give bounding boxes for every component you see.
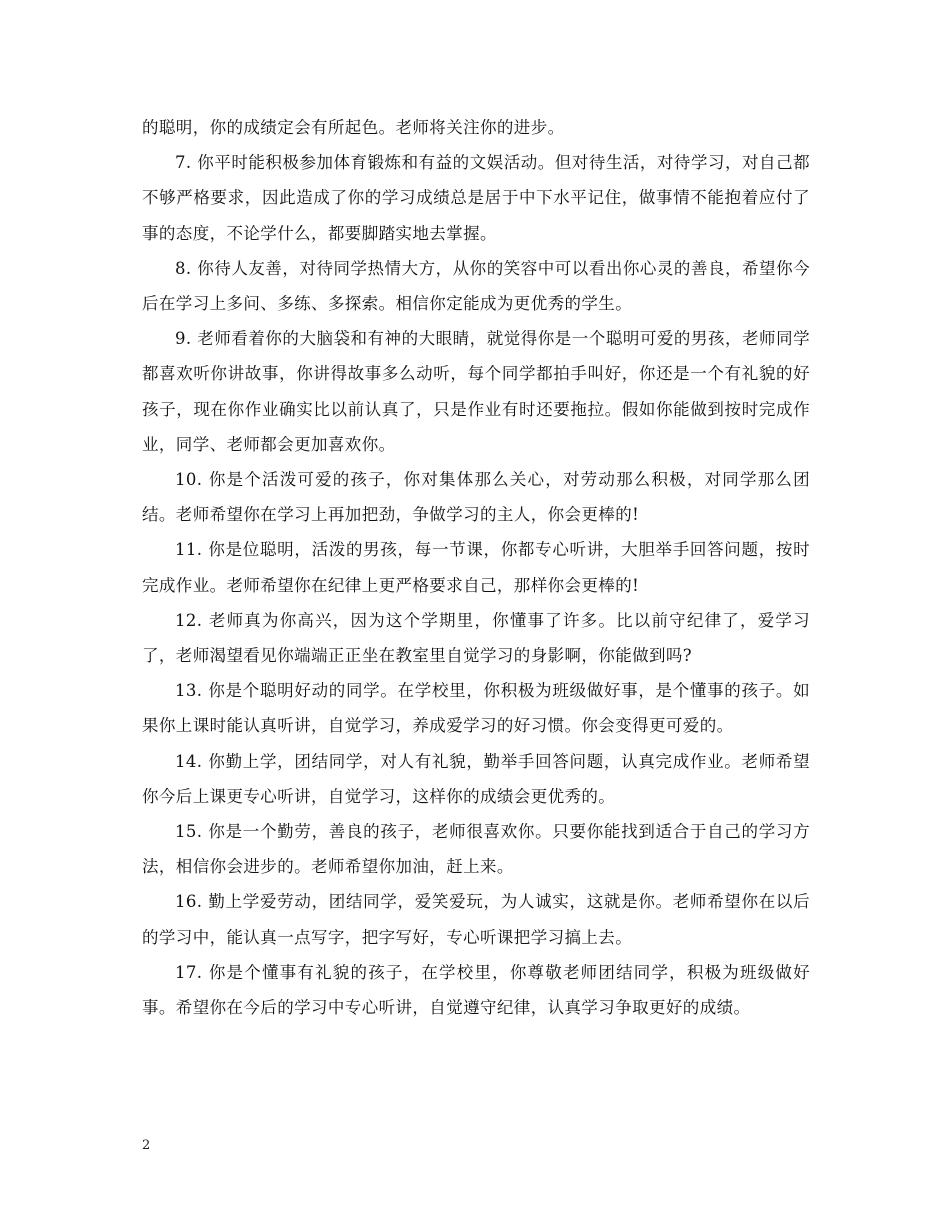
comment-paragraph-11: 11. 你是位聪明，活泼的男孩，每一节课，你都专心听讲，大胆举手回答问题，按时完成作业。老师希望你在纪律上更严格要求自己，那样你会更棒的!: [142, 540, 810, 595]
comment-paragraph-10: 10. 你是个活泼可爱的孩子，你对集体那么关心，对劳动那么积极，对同学那么团结。老师希望你在学习上再加把劲，争做学习的主人，你会更棒的!: [142, 470, 810, 525]
comment-paragraph-14: 14. 你勤上学，团结同学，对人有礼貌，勤举手回答问题，认真完成作业。老师希望你今后上课更专心听讲，自觉学习，这样你的成绩会更优秀的。: [142, 751, 810, 806]
comment-paragraph-12: 12. 老师真为你高兴，因为这个学期里，你懂事了许多。比以前守纪律了，爱学习了，老师渴望看见你端端正正坐在教室里自觉学习的身影啊，你能做到吗?: [142, 610, 810, 666]
page-number: 2: [142, 1138, 151, 1153]
comment-paragraph-15: 15. 你是一个勤劳，善良的孩子，老师很喜欢你。只要你能找到适合于自己的学习方法，相信你会进步的。老师希望你加油，赶上来。: [142, 822, 810, 877]
comment-paragraph-9: 9. 老师看着你的大脑袋和有神的大眼睛，就觉得你是一个聪明可爱的男孩，老师同学都喜欢听你讲故事，你讲得故事多么动听，每个同学都拍手叫好，你还是一个有礼貌的好孩子，现在你作业确实比以前认真了，只是作业有时还要拖拉。假如你能做到按时完成作业，同学、老师都会更加喜欢你。: [142, 329, 810, 454]
comment-paragraph-8: 8. 你待人友善，对待同学热情大方，从你的笑容中可以看出你心灵的善良，希望你今后在学习上多问、多练、多探索。相信你定能成为更优秀的学生。: [142, 258, 810, 314]
comment-paragraph-13: 13. 你是个聪明好动的同学。在学校里，你积极为班级做好事，是个懂事的孩子。如果你上课时能认真听讲，自觉学习，养成爱学习的好习惯。你会变得更可爱的。: [142, 681, 810, 736]
continuation-paragraph: 的聪明，你的成绩定会有所起色。老师将关注你的进步。: [142, 118, 565, 137]
comment-paragraph-17: 17. 你是个懂事有礼貌的孩子，在学校里，你尊敬老师团结同学，积极为班级做好事。希望你在今后的学习中专心听讲，自觉遵守纪律，认真学习争取更好的成绩。: [142, 962, 810, 1018]
comment-paragraph-7: 7. 你平时能积极参加体育锻炼和有益的文娱活动。但对待生活，对待学习，对自己都不够严格要求，因此造成了你的学习成绩总是居于中下水平记住，做事情不能抱着应付了事的态度，不论学什么，都要脚踏实地去掌握。: [142, 153, 810, 243]
comment-paragraph-16: 16. 勤上学爱劳动，团结同学，爱笑爱玩，为人诚实，这就是你。老师希望你在以后的学习中，能认真一点写字，把字写好，专心听课把学习搞上去。: [142, 892, 810, 947]
document-body: [142, 110, 810, 1025]
